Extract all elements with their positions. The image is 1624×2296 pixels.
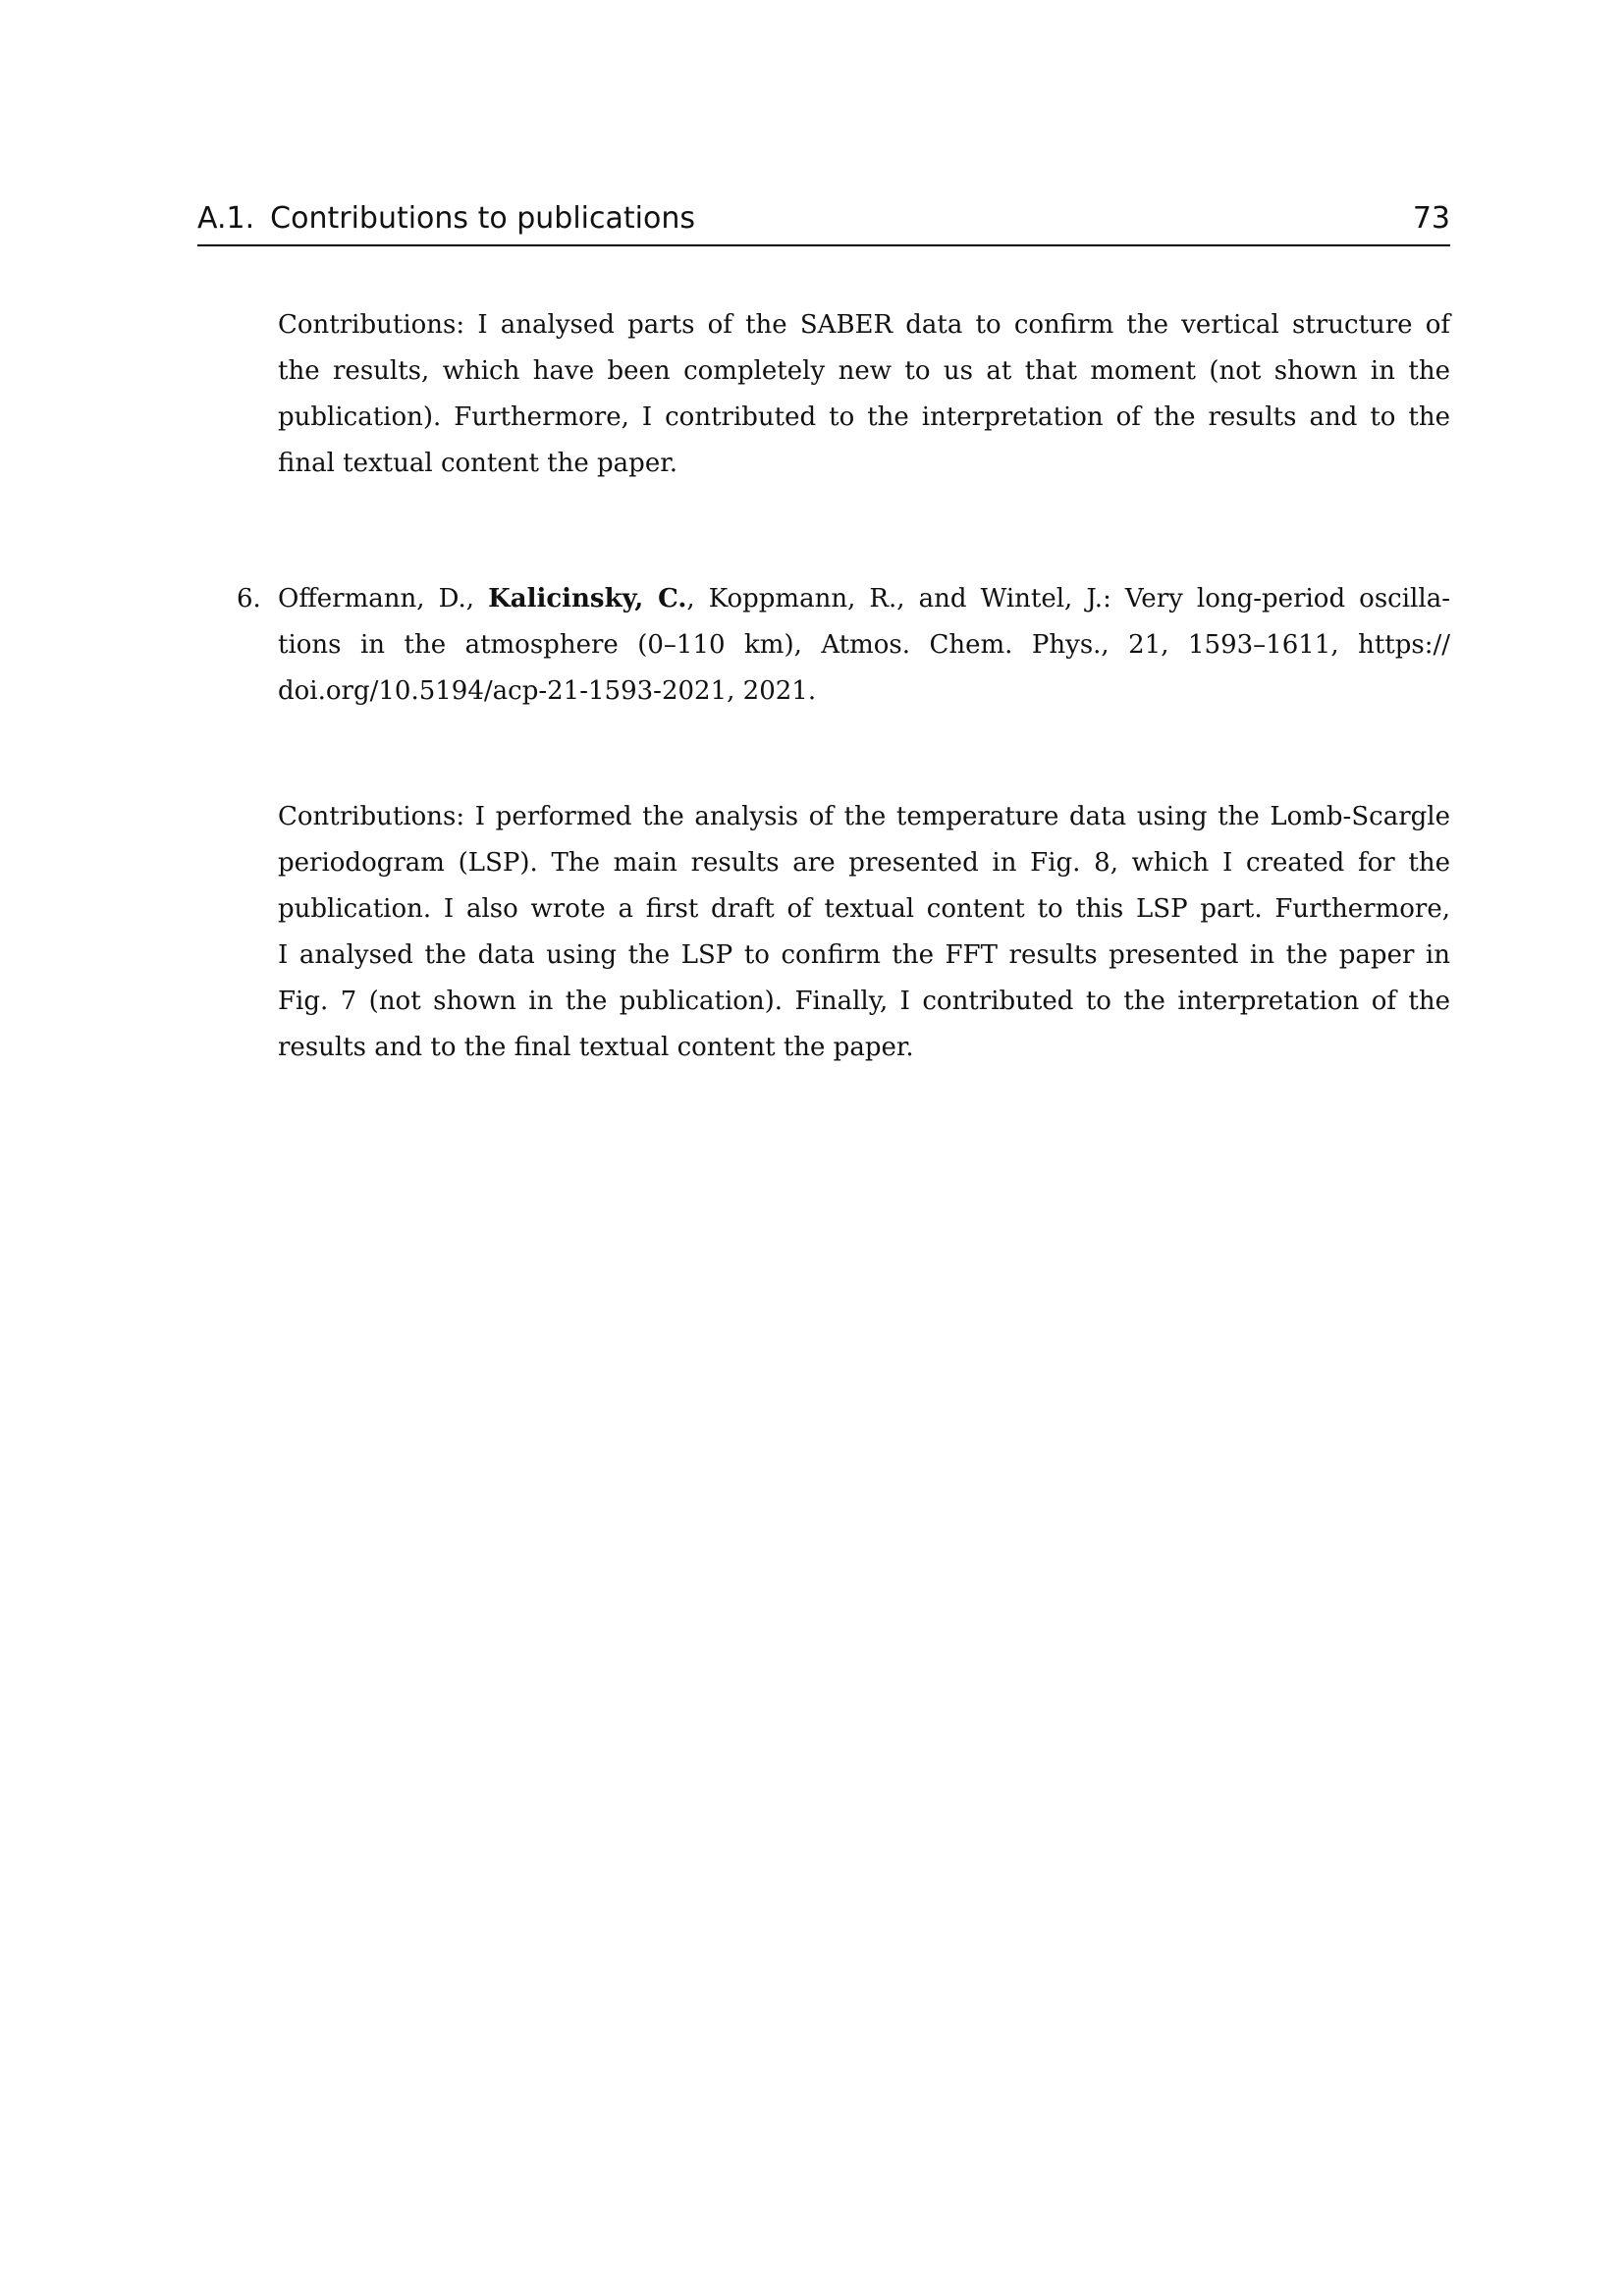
list-item-number: 6. bbox=[237, 584, 261, 614]
text-line: results and to the final textual content the paper. bbox=[278, 1033, 914, 1062]
reference-doi-line: doi.org/10.5194/acp-21-1593-2021, 2021. bbox=[278, 676, 817, 706]
text-line: Contributions: I performed the analysis of the temperature data using the Lomb-Scargle bbox=[278, 802, 1450, 831]
text-line: the results, which have been completely new to us at that moment (not shown in the bbox=[278, 356, 1450, 386]
reference-authors-pre: Offermann, D., bbox=[278, 584, 489, 614]
text-line: Fig. 7 (not shown in the publication). Finally, I contributed to the interpretation of the bbox=[278, 987, 1450, 1016]
reference-title-start: , Koppmann, R., and Wintel, J.: Very long-period oscilla- bbox=[686, 584, 1450, 614]
header-rule bbox=[197, 244, 1450, 246]
reference-line bbox=[278, 576, 1450, 622]
page-body bbox=[237, 302, 1450, 1071]
text-block bbox=[197, 0, 1450, 2296]
author-highlight: Kalicinsky, C. bbox=[488, 584, 687, 614]
text-line: publication). Furthermore, I contributed to the interpretation of the results and to the bbox=[278, 402, 1450, 432]
reference-item-6 bbox=[237, 576, 1450, 715]
text-line: final textual content the paper. bbox=[278, 449, 678, 478]
contribution-note-1 bbox=[278, 302, 1450, 487]
section-title: Contributions to publications bbox=[270, 201, 695, 236]
text-line: periodogram (LSP). The main results are presented in Fig. 8, which I created for the bbox=[278, 848, 1450, 878]
section-number: A.1. bbox=[197, 201, 255, 236]
text-line: publication. I also wrote a first draft of textual content to this LSP part. Furthermore, bbox=[278, 894, 1450, 924]
contribution-note-2 bbox=[278, 794, 1450, 1071]
page-number: 73 bbox=[1412, 201, 1450, 236]
reference-line: tions in the atmosphere (0–110 km), Atmos. Chem. Phys., 21, 1593–1611, https:// bbox=[278, 630, 1450, 660]
running-header-title bbox=[197, 201, 695, 236]
text-line: I analysed the data using the LSP to confirm the FFT results presented in the paper in bbox=[278, 940, 1450, 970]
running-header bbox=[197, 201, 1450, 236]
text-line: Contributions: I analysed parts of the SABER data to confirm the vertical structure of bbox=[278, 310, 1450, 340]
